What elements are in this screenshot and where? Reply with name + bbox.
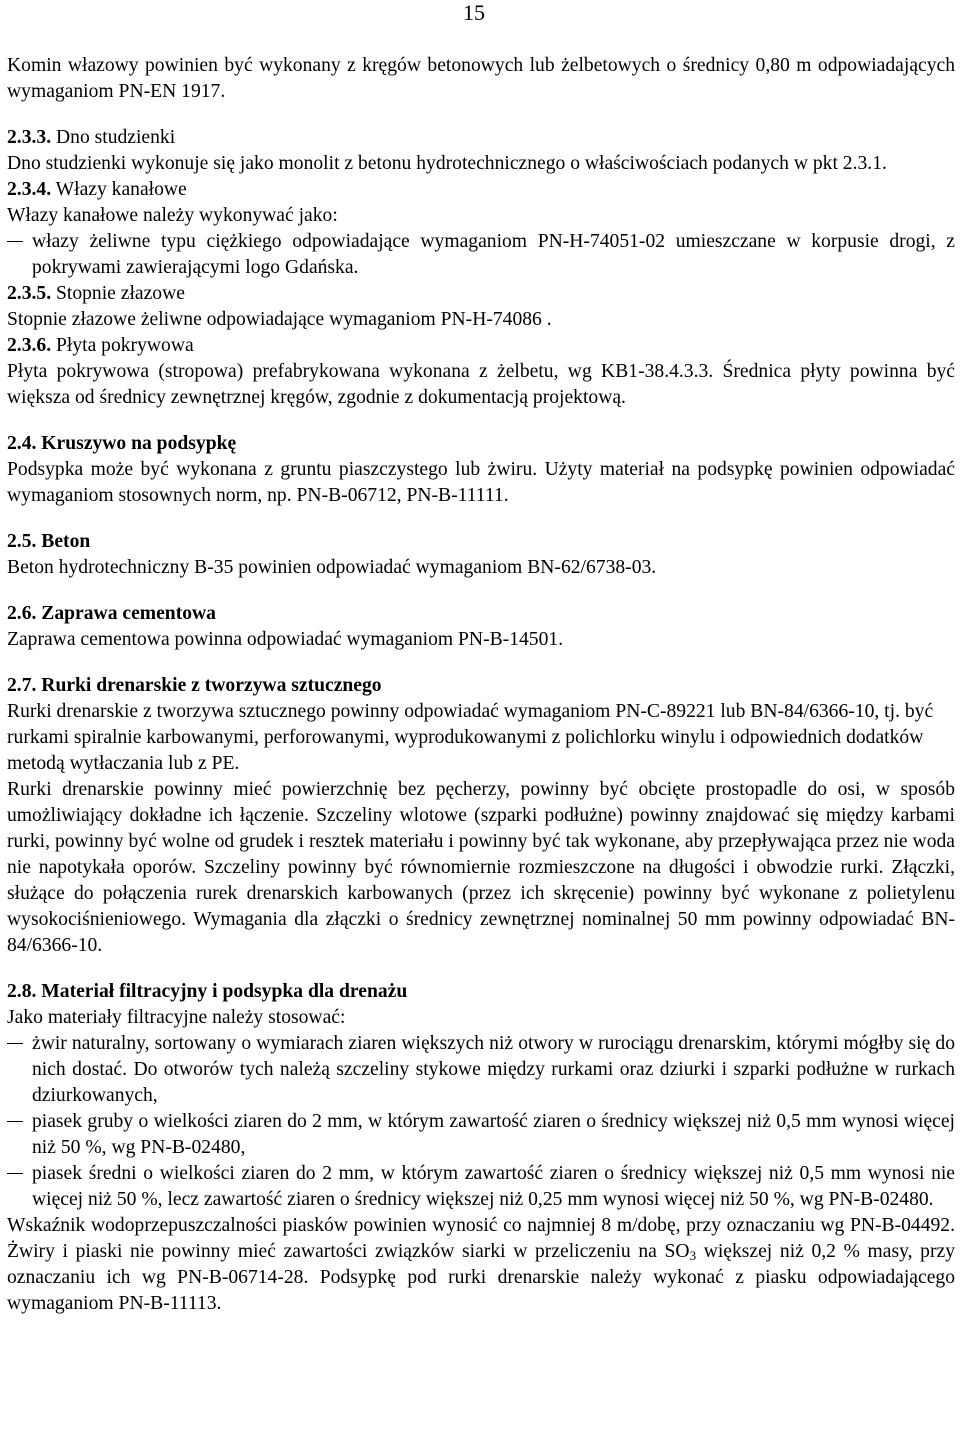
list-item bbox=[7, 229, 955, 281]
closing-text-a: Wskaźnik wodoprzepuszczalności piasków powinien wynosić co najmniej 8 m/dobę, przy oznaczaniu wg PN-B-04492. Żwiry i piaski nie powinny mieć zawartości związków siarki w przeliczeniu na SO bbox=[7, 1215, 955, 1262]
section-heading-2-7: 2.7. Rurki drenarskie z tworzywa sztucznego bbox=[7, 675, 382, 696]
section-heading-2-5: 2.5. Beton bbox=[7, 531, 91, 552]
section-title: Dno studzienki bbox=[51, 127, 176, 148]
list-item-text: piasek średni o wielkości ziaren do 2 mm, w którym zawartość ziaren o średnicy większej niż 0,5 mm wynosi nie więcej niż 50 %, lecz zawartość ziaren o średnicy większej niż 0,25 mm wynosi więcej niż 50 %, wg PN-B-02480. bbox=[32, 1163, 955, 1210]
section-body-2-3-4: Włazy kanałowe należy wykonywać jako: bbox=[7, 205, 338, 226]
list-item bbox=[7, 1031, 955, 1109]
spacer bbox=[7, 509, 955, 529]
spacer bbox=[7, 959, 955, 979]
spacer bbox=[7, 105, 955, 125]
section-title: Stopnie złazowe bbox=[51, 283, 185, 304]
subscript-3: 3 bbox=[689, 1248, 697, 1263]
section-body-2-3-6: Płyta pokrywowa (stropowa) prefabrykowana wykonana z żelbetu, wg KB1-38.4.3.3. Średnica płyty powinna być większa od średnicy zewnętrznej kręgów, zgodnie z dokumentacją projektową. bbox=[7, 361, 955, 408]
section-title: Włazy kanałowe bbox=[51, 179, 187, 200]
spacer bbox=[7, 411, 955, 431]
intro-paragraph: Komin włazowy powinien być wykonany z kręgów betonowych lub żelbetowych o średnicy 0,80 m odpowiadających wymaganiom PN-EN 1917. bbox=[7, 55, 955, 102]
section-heading-2-3-4 bbox=[7, 177, 955, 203]
section-heading-2-8: 2.8. Materiał filtracyjny i podsypka dla drenażu bbox=[7, 981, 408, 1002]
list-item bbox=[7, 1109, 955, 1161]
section-heading-2-3-3 bbox=[7, 125, 955, 151]
section-number: 2.3.6. bbox=[7, 335, 52, 356]
section-body-2-6: Zaprawa cementowa powinna odpowiadać wymaganiom PN-B-14501. bbox=[7, 629, 564, 650]
section-closing-2-8 bbox=[7, 1213, 955, 1317]
section-number: 2.3.4. bbox=[7, 179, 52, 200]
section-body-2-8: Jako materiały filtracyjne należy stosować: bbox=[7, 1007, 346, 1028]
dash-bullet-icon bbox=[7, 241, 23, 242]
section-number: 2.3.3. bbox=[7, 127, 52, 148]
section-title: Płyta pokrywowa bbox=[51, 335, 194, 356]
section-heading-2-4: 2.4. Kruszywo na podsypkę bbox=[7, 433, 237, 454]
closing-text-b: większej niż 0,2 % masy, przy oznaczaniu ich wg PN-B-06714-28. Podsypkę pod rurki drenarskie należy wykonać z piasku odpowiadającego wymaganiom PN-B-11113. bbox=[7, 1241, 956, 1314]
section-body-2-3-5: Stopnie złazowe żeliwne odpowiadające wymaganiom PN-H-74086 . bbox=[7, 309, 552, 330]
list-item-text: włazy żeliwne typu ciężkiego odpowiadające wymaganiom PN-H-74051-02 umieszczane w korpusie drogi, z pokrywami zawierającymi logo Gdańska. bbox=[32, 231, 955, 278]
section-body-2-7-part-2: Rurki drenarskie powinny mieć powierzchnię bez pęcherzy, powinny być obcięte prostopadle do osi, w sposób umożliwiający dokładne ich łączenie. Szczeliny wlotowe (szparki podłużne) powinny znajdować się między karbami rurki, powinny być wolne od grudek i resztek materiału i powinny być tak wykonane, aby przepływająca przez nie woda nie napotykała oporów. Szczeliny powinny być równomiernie rozmieszczone na długości i obwodzie rurki. Złączki, służące do połączenia rurek drenarskich karbowanych (przez ich skręcenie) powinny być wykonane z polietylenu wysokociśnieniowego. Wymagania dla złączki o średnicy zewnętrznej nominalnej 50 mm powinny odpowiadać BN-84/6366-10. bbox=[7, 779, 955, 956]
dash-bullet-icon bbox=[7, 1121, 23, 1122]
list-item bbox=[7, 1161, 955, 1213]
section-heading-2-3-6 bbox=[7, 333, 955, 359]
section-number: 2.3.5. bbox=[7, 283, 52, 304]
spacer bbox=[7, 581, 955, 601]
section-body-2-5: Beton hydrotechniczny B-35 powinien odpowiadać wymaganiom BN-62/6738-03. bbox=[7, 557, 657, 578]
list-item-text: piasek gruby o wielkości ziaren do 2 mm, w którym zawartość ziaren o średnicy większej niż 0,5 mm wynosi więcej niż 50 %, wg PN-B-02480, bbox=[32, 1111, 955, 1158]
section-body-2-7-part-1: Rurki drenarskie z tworzywa sztucznego powinny odpowiadać wymaganiom PN-C-89221 lub BN-84/6366-10, tj. być rurkami spiralnie karbowanymi, perforowanymi, wyprodukowanymi z polichlorku winylu i odpowiednich dodatków metodą wytłaczania lub z PE. bbox=[7, 701, 934, 774]
section-heading-2-6: 2.6. Zaprawa cementowa bbox=[7, 603, 216, 624]
list-item-text: żwir naturalny, sortowany o wymiarach ziaren większych niż otwory w rurociągu drenarskim, którymi mógłby się do nich dostać. Do otworów tych należą szczeliny stykowe między rurkami oraz dziurki i szparki podłużne w rurkach dziurkowanych, bbox=[32, 1033, 955, 1106]
dash-bullet-icon bbox=[7, 1043, 23, 1044]
section-body-2-3-3: Dno studzienki wykonuje się jako monolit z betonu hydrotechnicznego o właściwościach podanych w pkt 2.3.1. bbox=[7, 153, 887, 174]
spacer bbox=[7, 653, 955, 673]
section-heading-2-3-5 bbox=[7, 281, 955, 307]
document-body bbox=[7, 53, 955, 1317]
section-body-2-4: Podsypka może być wykonana z gruntu piaszczystego lub żwiru. Użyty materiał na podsypkę powinien odpowiadać wymaganiom stosownych norm, np. PN-B-06712, PN-B-11111. bbox=[7, 459, 955, 506]
page-number: 15 bbox=[463, 0, 485, 25]
dash-bullet-icon bbox=[7, 1173, 23, 1174]
list-2-3-4 bbox=[7, 229, 955, 281]
list-2-8 bbox=[7, 1031, 955, 1213]
